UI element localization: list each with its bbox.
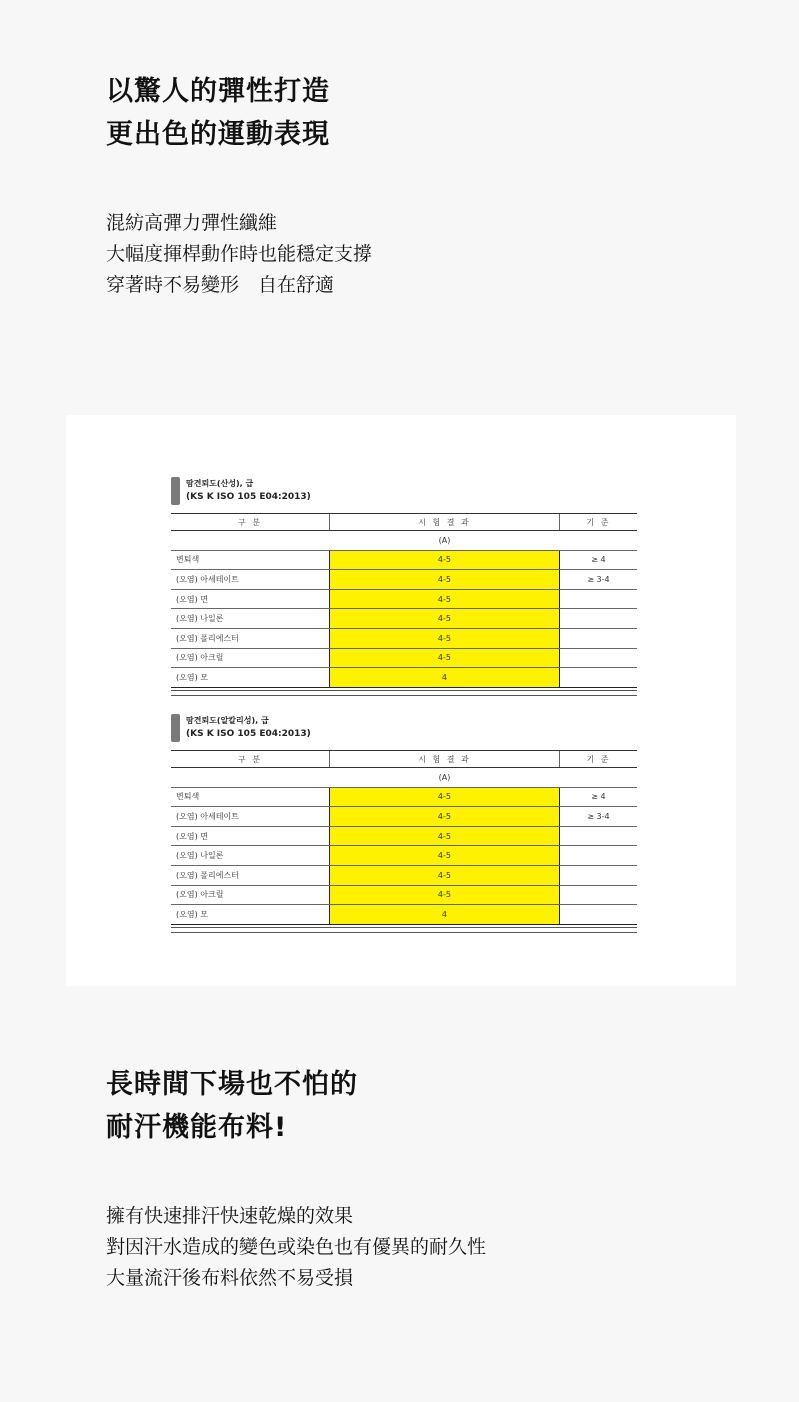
table-title: 땀견뢰도(알칼리성), 급 (186, 716, 269, 725)
result-table (171, 750, 637, 925)
criterion-cell (559, 885, 637, 905)
table-standard: (KS K ISO 105 E04:2013) (186, 729, 311, 739)
table-row (171, 807, 637, 827)
subheader-cell: (A) (330, 531, 560, 551)
criterion-cell (559, 905, 637, 925)
result-cell: 4-5 (330, 865, 560, 885)
result-cell: 4-5 (330, 589, 560, 609)
table-row (171, 648, 637, 668)
outro-heading-line: 耐汗機能布料! (106, 1112, 288, 1143)
table-row (171, 609, 637, 629)
criterion-cell: ≥ 4 (559, 787, 637, 807)
column-header: 기 준 (559, 751, 637, 768)
column-header: 구 분 (171, 514, 330, 531)
table-row (171, 865, 637, 885)
intro-body-line: 大幅度揮桿動作時也能穩定支撐 (106, 243, 373, 265)
table-row (171, 885, 637, 905)
table-row (171, 550, 637, 570)
column-header: 시 험 결 과 (330, 751, 560, 768)
intro-heading-line: 更出色的運動表現 (106, 119, 330, 150)
column-header: 구 분 (171, 751, 330, 768)
row-label: (오염) 폴리에스터 (171, 628, 330, 648)
row-label: (오염) 모 (171, 905, 330, 925)
table-row (171, 668, 637, 688)
outro-heading-line: 長時間下場也不怕的 (106, 1069, 358, 1100)
intro-heading-line: 以驚人的彈性打造 (106, 76, 330, 107)
section-marker (171, 477, 180, 505)
row-label: (오염) 아크릴 (171, 885, 330, 905)
intro-section (106, 70, 746, 301)
table-cell (559, 531, 637, 551)
table-row (171, 905, 637, 925)
criterion-cell (559, 589, 637, 609)
result-cell: 4-5 (330, 648, 560, 668)
result-cell: 4-5 (330, 807, 560, 827)
intro-heading (106, 70, 746, 156)
result-cell: 4-5 (330, 885, 560, 905)
table-row (171, 570, 637, 590)
outro-section (106, 1063, 746, 1294)
table-row (171, 787, 637, 807)
acid-perspiration-table (171, 477, 638, 696)
outro-body-line: 大量流汗後布料依然不易受損 (106, 1267, 354, 1289)
result-cell: 4 (330, 668, 560, 688)
outro-body (106, 1201, 746, 1294)
table-row (171, 826, 637, 846)
outro-body-line: 擁有快速排汗快速乾燥的效果 (106, 1205, 354, 1227)
criterion-cell (559, 865, 637, 885)
result-cell: 4-5 (330, 609, 560, 629)
result-cell: 4 (330, 905, 560, 925)
table-standard: (KS K ISO 105 E04:2013) (186, 492, 311, 502)
criterion-cell (559, 609, 637, 629)
table-cell (171, 768, 330, 788)
test-report-image (66, 415, 736, 986)
column-header: 시 험 결 과 (330, 514, 560, 531)
table-end-rule (171, 927, 637, 933)
row-label: 변퇴색 (171, 550, 330, 570)
column-header-row (171, 514, 637, 531)
criterion-cell (559, 628, 637, 648)
criterion-cell (559, 826, 637, 846)
table-cell (559, 768, 637, 788)
criterion-cell (559, 668, 637, 688)
subheader-cell: (A) (330, 768, 560, 788)
row-label: 변퇴색 (171, 787, 330, 807)
row-label: (오염) 아세테이트 (171, 807, 330, 827)
table-row (171, 589, 637, 609)
result-table (171, 513, 637, 688)
result-cell: 4-5 (330, 846, 560, 866)
row-label: (오염) 모 (171, 668, 330, 688)
outro-body-line: 對因汗水造成的變色或染色也有優異的耐久性 (106, 1236, 487, 1258)
criterion-cell: ≥ 3-4 (559, 807, 637, 827)
criterion-cell: ≥ 4 (559, 550, 637, 570)
row-label: (오염) 나일론 (171, 609, 330, 629)
column-header-row (171, 751, 637, 768)
table-row (171, 846, 637, 866)
intro-body-line: 混紡高彈力彈性纖維 (106, 212, 278, 234)
alkaline-perspiration-table (171, 714, 638, 933)
result-cell: 4-5 (330, 826, 560, 846)
row-label: (오염) 면 (171, 826, 330, 846)
table-row (171, 628, 637, 648)
table-header (171, 477, 638, 507)
intro-body-line: 穿著時不易變形 自在舒適 (106, 274, 335, 296)
outro-heading (106, 1063, 746, 1149)
intro-body (106, 208, 746, 301)
table-end-rule (171, 690, 637, 696)
section-marker (171, 714, 180, 742)
row-label: (오염) 나일론 (171, 846, 330, 866)
table-title: 땀견뢰도(산성), 급 (186, 479, 254, 488)
row-label: (오염) 면 (171, 589, 330, 609)
criterion-cell: ≥ 3-4 (559, 570, 637, 590)
table-header (171, 714, 638, 744)
row-label: (오염) 아크릴 (171, 648, 330, 668)
table-cell (171, 531, 330, 551)
row-label: (오염) 아세테이트 (171, 570, 330, 590)
result-cell: 4-5 (330, 550, 560, 570)
result-cell: 4-5 (330, 787, 560, 807)
result-cell: 4-5 (330, 570, 560, 590)
subheader-row (171, 531, 637, 551)
result-cell: 4-5 (330, 628, 560, 648)
criterion-cell (559, 846, 637, 866)
criterion-cell (559, 648, 637, 668)
column-header: 기 준 (559, 514, 637, 531)
row-label: (오염) 폴리에스터 (171, 865, 330, 885)
subheader-row (171, 768, 637, 788)
